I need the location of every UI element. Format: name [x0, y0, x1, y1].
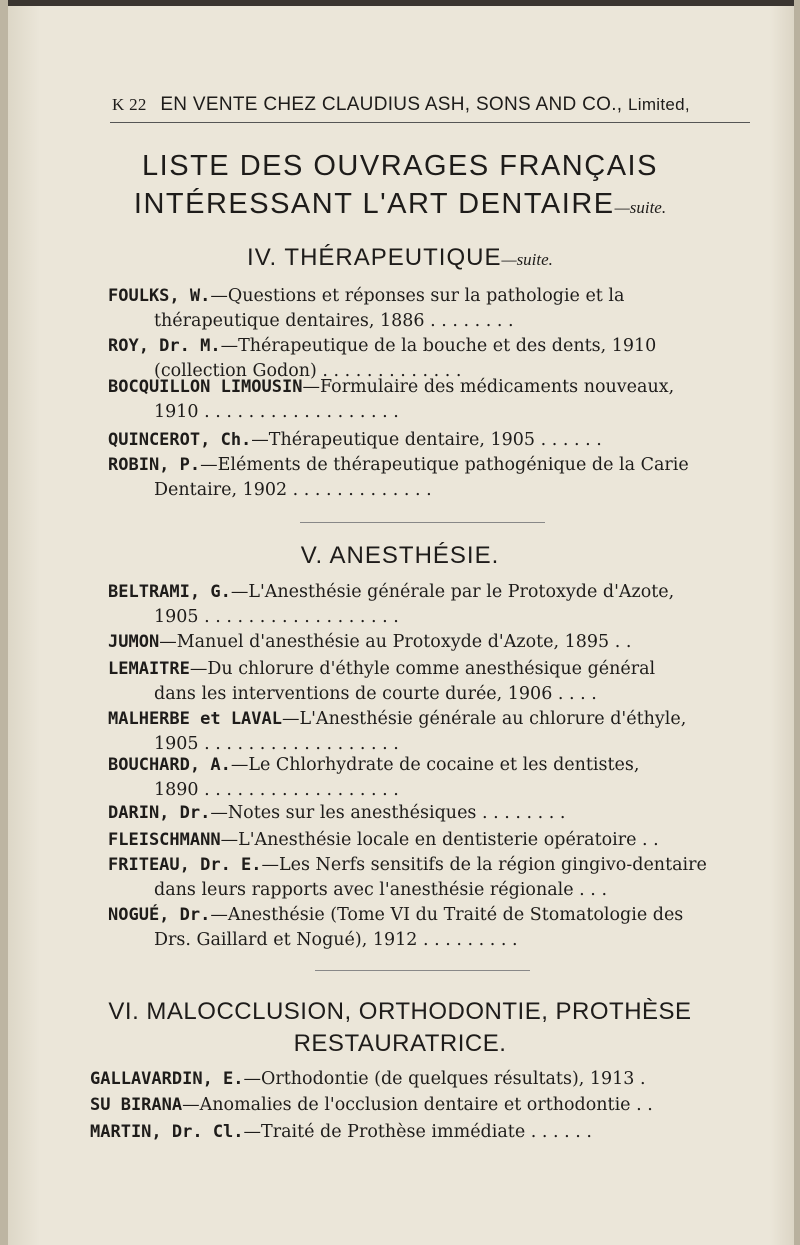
- page-title-line2-text: INTÉRESSANT L'ART DENTAIRE: [133, 188, 615, 220]
- title-suite: —suite.: [614, 198, 667, 217]
- author: FOULKS, W.: [108, 286, 211, 306]
- author: ROY, Dr. M.: [108, 336, 221, 356]
- title-text: —L'Anesthésie générale par le Protoxyde d'Azote,: [230, 582, 675, 602]
- title-text: —L'Anesthésie générale au chlorure d'éthyle,: [282, 709, 687, 729]
- title-text: —Le Chlorhydrate de cocaine et les dentistes,: [230, 755, 640, 775]
- title-text: —Formulaire des médicaments nouveaux,: [302, 377, 675, 397]
- author: ROBIN, P.: [108, 455, 201, 475]
- page-title-line2: [0, 188, 800, 221]
- title-continuation: 1905 . . . . . . . . . . . . . . . . . .: [154, 734, 399, 754]
- author: NOGUÉ, Dr.: [108, 905, 211, 925]
- title-continuation: thérapeutique dentaires, 1886 . . . . . . . .: [154, 311, 514, 331]
- author: JUMON: [108, 632, 160, 652]
- header-limited: Limited,: [627, 95, 690, 114]
- list-item: [108, 630, 670, 655]
- list-item: [108, 753, 670, 803]
- list-item: [108, 428, 670, 453]
- author: GALLAVARDIN, E.: [90, 1069, 244, 1089]
- title-continuation: dans leurs rapports avec l'anesthésie régionale . . .: [154, 880, 608, 900]
- list-item: [108, 657, 670, 707]
- title-text: —Notes sur les anesthésiques . . . . . . . .: [210, 803, 566, 823]
- author: BOUCHARD, A.: [108, 755, 231, 775]
- title-continuation: 1905 . . . . . . . . . . . . . . . . . .: [154, 607, 399, 627]
- title-text: —Les Nerfs sensitifs de la région gingivo-dentaire: [261, 855, 707, 875]
- author: BOCQUILLON LIMOUSIN: [108, 377, 303, 397]
- section-heading-text: IV. THÉRAPEUTIQUE: [247, 244, 502, 271]
- title-text: —Du chlorure d'éthyle comme anesthésique général: [189, 659, 656, 679]
- running-header: [112, 94, 752, 116]
- title-text: —Anesthésie (Tome VI du Traité de Stomatologie des: [210, 905, 684, 925]
- list-item: [108, 453, 689, 503]
- author: BELTRAMI, G.: [108, 582, 231, 602]
- section-divider: [300, 522, 545, 523]
- title-continuation: 1890 . . . . . . . . . . . . . . . . . .: [154, 780, 399, 800]
- list-item: [108, 903, 684, 953]
- section-heading-malocclusion-line2: RESTAURATRICE.: [293, 1030, 507, 1057]
- section-heading-malocclusion: VI. MALOCCLUSION, ORTHODONTIE, PROTHÈSE: [108, 998, 692, 1025]
- title-text: —Traité de Prothèse immédiate . . . . . .: [243, 1122, 592, 1142]
- author: LEMAITRE: [108, 659, 190, 679]
- author: FRITEAU, Dr. E.: [108, 855, 262, 875]
- list-item: [108, 828, 670, 853]
- list-item: [108, 284, 670, 334]
- page-title-line1: LISTE DES OUVRAGES FRANÇAIS: [142, 150, 658, 182]
- author: MARTIN, Dr. Cl.: [90, 1122, 244, 1142]
- list-item: [90, 1093, 652, 1118]
- section-heading-therapeutique: [0, 244, 800, 272]
- title-continuation: Drs. Gaillard et Nogué), 1912 . . . . . . . . .: [154, 930, 518, 950]
- title-continuation: dans les interventions de courte durée, 1906 . . . .: [154, 684, 597, 704]
- title-text: —Eléments de thérapeutique pathogénique de la Carie: [200, 455, 689, 475]
- list-item: [108, 580, 675, 630]
- section-suite: —suite.: [501, 250, 553, 269]
- page-right-edge: [794, 0, 800, 1245]
- header-rule: [110, 122, 750, 123]
- title-text: —Thérapeutique dentaire, 1905 . . . . . .: [251, 430, 602, 450]
- title-text: —Anomalies de l'occlusion dentaire et orthodontie . .: [182, 1095, 653, 1115]
- author: SU BIRANA: [90, 1095, 183, 1115]
- title-continuation: Dentaire, 1902 . . . . . . . . . . . . .: [154, 480, 432, 500]
- section-heading-anesthesie: V. ANESTHÉSIE.: [300, 542, 500, 569]
- page-number: K 22: [112, 95, 147, 114]
- author: QUINCEROT, Ch.: [108, 430, 252, 450]
- page-left-edge: [0, 0, 8, 1245]
- list-item: [108, 801, 670, 826]
- header-text: EN VENTE CHEZ CLAUDIUS ASH, SONS AND CO.,: [160, 94, 623, 115]
- list-item: [90, 1067, 652, 1092]
- title-text: —Thérapeutique de la bouche et des dents, 1910: [220, 336, 657, 356]
- title-text: —Orthodontie (de quelques résultats), 1913 .: [243, 1069, 646, 1089]
- page-top-edge: [0, 0, 800, 6]
- author: DARIN, Dr.: [108, 803, 211, 823]
- list-item: [108, 707, 687, 757]
- title-continuation: 1910 . . . . . . . . . . . . . . . . . .: [154, 402, 399, 422]
- title-text: —L'Anesthésie locale en dentisterie opératoire . .: [220, 830, 659, 850]
- section-divider: [315, 970, 530, 971]
- title-text: —Questions et réponses sur la pathologie et la: [210, 286, 625, 306]
- title-text: —Manuel d'anesthésie au Protoxyde d'Azote, 1895 . .: [159, 632, 632, 652]
- list-item: [108, 375, 675, 425]
- list-item: [108, 853, 707, 903]
- author: MALHERBE et LAVAL: [108, 709, 282, 729]
- title-continuation: (collection Godon) . . . . . . . . . . . . .: [154, 361, 462, 381]
- list-item: [90, 1120, 652, 1145]
- author: FLEISCHMANN: [108, 830, 221, 850]
